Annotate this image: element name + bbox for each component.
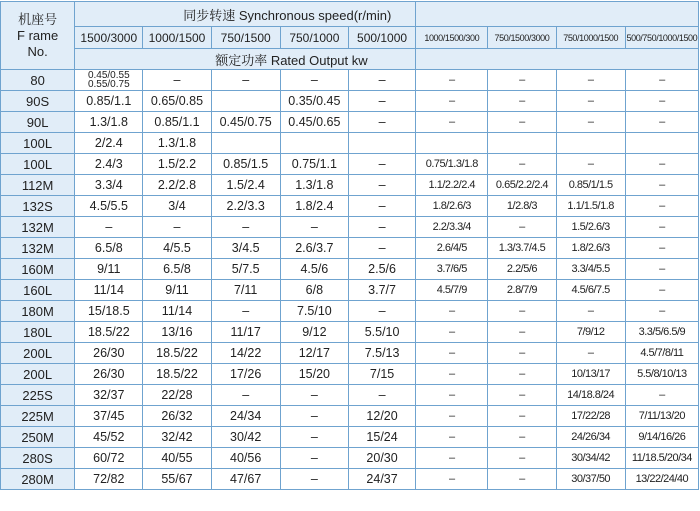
output-cell: – [143, 217, 211, 238]
frame-cell: 132M [1, 238, 75, 259]
output-cell: 7/15 [348, 364, 415, 385]
output-cell: 2.6/3.7 [280, 238, 348, 259]
output-cell: 1.8/2.4 [280, 196, 348, 217]
frame-cell: 80 [1, 70, 75, 91]
output-cell: 4.5/7/8/11 [625, 343, 698, 364]
output-cell: – [143, 70, 211, 91]
output-cell: 72/82 [75, 469, 143, 490]
output-cell: – [211, 70, 280, 91]
output-cell: 2.8/7/9 [488, 280, 556, 301]
speed-col-header: 750/1000 [280, 27, 348, 49]
output-cell: 37/45 [75, 406, 143, 427]
output-cell: – [488, 343, 556, 364]
output-cell: 1.5/2.4 [211, 175, 280, 196]
output-cell: – [416, 343, 488, 364]
output-cell: 7.5/10 [280, 301, 348, 322]
output-cell: 17/22/28 [556, 406, 625, 427]
output-cell: – [556, 154, 625, 175]
output-cell: 55/67 [143, 469, 211, 490]
output-cell: – [488, 406, 556, 427]
table-row [1, 217, 699, 238]
output-cell: 47/67 [211, 469, 280, 490]
output-cell: – [280, 406, 348, 427]
output-cell: 45/52 [75, 427, 143, 448]
output-cell: 1.1/1.5/1.8 [556, 196, 625, 217]
output-cell: – [488, 217, 556, 238]
output-cell [75, 70, 143, 91]
output-cell: 14/18.8/24 [556, 385, 625, 406]
output-cell: 40/55 [143, 448, 211, 469]
speed-col-header: 500/750/1000/1500 [625, 27, 698, 49]
output-cell: – [348, 112, 415, 133]
output-cell: 4.5/6/7.5 [556, 280, 625, 301]
output-cell: – [488, 448, 556, 469]
output-cell: – [625, 196, 698, 217]
output-cell: 3/4 [143, 196, 211, 217]
output-cell: – [625, 70, 698, 91]
output-cell: 2.2/3.3 [211, 196, 280, 217]
output-cell: – [348, 217, 415, 238]
frame-cell: 100L [1, 154, 75, 175]
output-cell [625, 133, 698, 154]
output-cell: 0.35/0.45 [280, 91, 348, 112]
output-cell: 0.75/1.3/1.8 [416, 154, 488, 175]
output-cell: 6.5/8 [143, 259, 211, 280]
speed-col-header: 1000/1500/300 [416, 27, 488, 49]
output-cell: 5.5/8/10/13 [625, 364, 698, 385]
table-row [1, 154, 699, 175]
output-cell: 26/32 [143, 406, 211, 427]
output-cell: – [488, 385, 556, 406]
output-cell: 32/37 [75, 385, 143, 406]
output-cell: – [280, 217, 348, 238]
output-cell: – [625, 217, 698, 238]
output-cell: 1.3/1.8 [143, 133, 211, 154]
output-cell: – [416, 385, 488, 406]
frame-cell: 132M [1, 217, 75, 238]
output-cell: – [488, 427, 556, 448]
frame-cell: 100L [1, 133, 75, 154]
output-cell: 3.7/7 [348, 280, 415, 301]
output-cell: 11/17 [211, 322, 280, 343]
output-cell: 1.3/3.7/4.5 [488, 238, 556, 259]
frame-cell: 90S [1, 91, 75, 112]
frame-header-en-1: F rame [17, 27, 59, 43]
output-cell: 60/72 [75, 448, 143, 469]
output-cell: – [488, 364, 556, 385]
output-cell: – [625, 175, 698, 196]
output-cell: 3.7/6/5 [416, 259, 488, 280]
output-cell: – [348, 154, 415, 175]
table-row [1, 469, 699, 490]
output-cell: 30/34/42 [556, 448, 625, 469]
output-cell: 1.8/2.6/3 [416, 196, 488, 217]
output-cell: 12/17 [280, 343, 348, 364]
table-row [1, 70, 699, 91]
output-cell: 6/8 [280, 280, 348, 301]
output-cell: 0.85/1.1 [143, 112, 211, 133]
table-row [1, 280, 699, 301]
output-cell: – [416, 364, 488, 385]
output-cell: 9/14/16/26 [625, 427, 698, 448]
output-cell: 18.5/22 [75, 322, 143, 343]
output-cell: 3.3/4 [75, 175, 143, 196]
output-cell: 0.45/0.65 [280, 112, 348, 133]
table-row [1, 364, 699, 385]
table-row [1, 238, 699, 259]
output-cell: 0.85/1.1 [75, 91, 143, 112]
stacked-line: 0.45/0.55 [87, 70, 130, 81]
output-cell: 0.85/1.5 [211, 154, 280, 175]
output-cell: – [211, 385, 280, 406]
frame-cell: 180L [1, 322, 75, 343]
output-cell [556, 133, 625, 154]
output-cell: – [416, 469, 488, 490]
output-cell: – [488, 301, 556, 322]
frame-cell: 200L [1, 343, 75, 364]
frame-cell: 180M [1, 301, 75, 322]
output-cell: – [488, 70, 556, 91]
output-cell: 1/2.8/3 [488, 196, 556, 217]
output-cell: – [211, 301, 280, 322]
output-cell: – [488, 91, 556, 112]
table-row [1, 133, 699, 154]
output-cell: – [348, 301, 415, 322]
output-cell: – [416, 322, 488, 343]
output-cell [211, 91, 280, 112]
output-cell: – [625, 238, 698, 259]
output-cell: 24/37 [348, 469, 415, 490]
output-cell: 7/11 [211, 280, 280, 301]
output-cell: – [625, 385, 698, 406]
output-cell: 9/11 [75, 259, 143, 280]
output-cell: – [348, 196, 415, 217]
table-row [1, 427, 699, 448]
output-cell: 11/14 [75, 280, 143, 301]
output-cell: – [556, 301, 625, 322]
output-cell: – [348, 70, 415, 91]
frame-cell: 160L [1, 280, 75, 301]
output-cell: 0.65/0.85 [143, 91, 211, 112]
frame-cell: 280M [1, 469, 75, 490]
output-cell [280, 133, 348, 154]
table-row [1, 343, 699, 364]
frame-cell: 200L [1, 364, 75, 385]
output-cell: 2.4/3 [75, 154, 143, 175]
output-cell: – [488, 154, 556, 175]
output-cell: – [625, 154, 698, 175]
output-cell: 7.5/13 [348, 343, 415, 364]
output-cell: 6.5/8 [75, 238, 143, 259]
motor-output-table [0, 1, 699, 490]
frame-cell: 225M [1, 406, 75, 427]
output-cell: 4.5/5.5 [75, 196, 143, 217]
output-cell: 2.5/6 [348, 259, 415, 280]
output-cell [488, 133, 556, 154]
output-cell: 3.3/5/6.5/9 [625, 322, 698, 343]
output-cell: – [556, 343, 625, 364]
table-row [1, 91, 699, 112]
speed-col-header: 750/1500/3000 [488, 27, 556, 49]
sync-speed-header: 同步转速 Synchronous speed(r/min) [75, 2, 416, 27]
output-cell: 14/22 [211, 343, 280, 364]
output-cell: 30/42 [211, 427, 280, 448]
output-cell: – [211, 217, 280, 238]
output-cell: – [625, 301, 698, 322]
output-cell: 2.6/4/5 [416, 238, 488, 259]
output-cell: 20/30 [348, 448, 415, 469]
table-row [1, 385, 699, 406]
frame-cell: 112M [1, 175, 75, 196]
output-cell: – [625, 112, 698, 133]
table-row [1, 406, 699, 427]
output-cell: 10/13/17 [556, 364, 625, 385]
output-cell: 24/34 [211, 406, 280, 427]
table-row [1, 301, 699, 322]
output-cell: – [416, 91, 488, 112]
output-cell: – [280, 385, 348, 406]
output-cell: – [556, 112, 625, 133]
output-cell: – [625, 280, 698, 301]
output-cell: 22/28 [143, 385, 211, 406]
output-cell: 4.5/7/9 [416, 280, 488, 301]
output-cell: – [556, 91, 625, 112]
output-cell: 11/14 [143, 301, 211, 322]
speed-col-header: 1000/1500 [143, 27, 211, 49]
table-row [1, 112, 699, 133]
output-cell: 5/7.5 [211, 259, 280, 280]
output-cell: 3/4.5 [211, 238, 280, 259]
table-row [1, 175, 699, 196]
output-cell: 1.3/1.8 [75, 112, 143, 133]
frame-cell: 250M [1, 427, 75, 448]
output-cell: – [416, 301, 488, 322]
frame-cell: 90L [1, 112, 75, 133]
output-cell: 32/42 [143, 427, 211, 448]
table-row [1, 259, 699, 280]
output-cell: – [348, 385, 415, 406]
output-cell: 1.5/2.2 [143, 154, 211, 175]
output-cell: – [488, 469, 556, 490]
output-cell: 26/30 [75, 364, 143, 385]
output-cell: 0.85/1/1.5 [556, 175, 625, 196]
output-cell: 18.5/22 [143, 343, 211, 364]
output-cell: 4.5/6 [280, 259, 348, 280]
speed-col-header: 750/1000/1500 [556, 27, 625, 49]
output-cell: 9/11 [143, 280, 211, 301]
output-cell: – [416, 406, 488, 427]
output-cell: – [416, 70, 488, 91]
output-cell: – [416, 448, 488, 469]
output-cell: 18.5/22 [143, 364, 211, 385]
table-row [1, 448, 699, 469]
output-cell: 26/30 [75, 343, 143, 364]
output-cell: – [280, 70, 348, 91]
output-cell: 17/26 [211, 364, 280, 385]
output-cell: – [625, 259, 698, 280]
output-cell: 11/18.5/20/34 [625, 448, 698, 469]
output-cell: 3.3/4/5.5 [556, 259, 625, 280]
frame-cell: 132S [1, 196, 75, 217]
frame-header-cn: 机座号 [18, 11, 58, 27]
output-cell: 2.2/3.3/4 [416, 217, 488, 238]
output-cell: 7/11/13/20 [625, 406, 698, 427]
output-cell: 2/2.4 [75, 133, 143, 154]
output-cell: – [556, 70, 625, 91]
output-cell: 1.1/2.2/2.4 [416, 175, 488, 196]
output-cell: 15/18.5 [75, 301, 143, 322]
output-cell: – [348, 91, 415, 112]
output-cell: – [75, 217, 143, 238]
table-row [1, 196, 699, 217]
output-cell: – [280, 427, 348, 448]
output-cell [348, 133, 415, 154]
output-cell [211, 133, 280, 154]
output-cell: – [488, 322, 556, 343]
output-cell: – [348, 238, 415, 259]
output-cell: 13/22/24/40 [625, 469, 698, 490]
output-cell: 1.3/1.8 [280, 175, 348, 196]
table-body [1, 70, 699, 490]
output-cell: 5.5/10 [348, 322, 415, 343]
output-cell: 9/12 [280, 322, 348, 343]
frame-cell: 280S [1, 448, 75, 469]
output-cell: 30/37/50 [556, 469, 625, 490]
output-cell: 4/5.5 [143, 238, 211, 259]
sync-speed-header-blank [416, 2, 699, 27]
output-cell: 0.75/1.1 [280, 154, 348, 175]
output-cell: 2.2/5/6 [488, 259, 556, 280]
output-cell: – [280, 448, 348, 469]
output-cell: 13/16 [143, 322, 211, 343]
output-cell: 2.2/2.8 [143, 175, 211, 196]
stacked-value [75, 71, 142, 89]
speed-col-header: 750/1500 [211, 27, 280, 49]
speed-col-header: 500/1000 [348, 27, 415, 49]
output-cell: 15/20 [280, 364, 348, 385]
table-row [1, 322, 699, 343]
output-cell: – [416, 112, 488, 133]
output-cell: 1.8/2.6/3 [556, 238, 625, 259]
frame-header [1, 2, 75, 70]
speed-col-header: 1500/3000 [75, 27, 143, 49]
output-cell: – [280, 469, 348, 490]
stacked-line: 0.55/0.75 [87, 79, 130, 90]
output-cell: 0.45/0.75 [211, 112, 280, 133]
output-cell: – [416, 427, 488, 448]
output-cell: – [488, 112, 556, 133]
output-cell: 1.5/2.6/3 [556, 217, 625, 238]
output-cell: 12/20 [348, 406, 415, 427]
output-cell: – [625, 91, 698, 112]
frame-cell: 160M [1, 259, 75, 280]
output-cell: 7/9/12 [556, 322, 625, 343]
output-cell: 0.65/2.2/2.4 [488, 175, 556, 196]
output-cell: 24/26/34 [556, 427, 625, 448]
output-cell: 15/24 [348, 427, 415, 448]
frame-cell: 225S [1, 385, 75, 406]
frame-header-en-2: No. [27, 43, 48, 59]
rated-output-header: 额定功率 Rated Output kw [75, 49, 416, 70]
output-cell: 40/56 [211, 448, 280, 469]
output-cell: – [348, 175, 415, 196]
rated-output-header-blank [416, 49, 699, 70]
output-cell [416, 133, 488, 154]
